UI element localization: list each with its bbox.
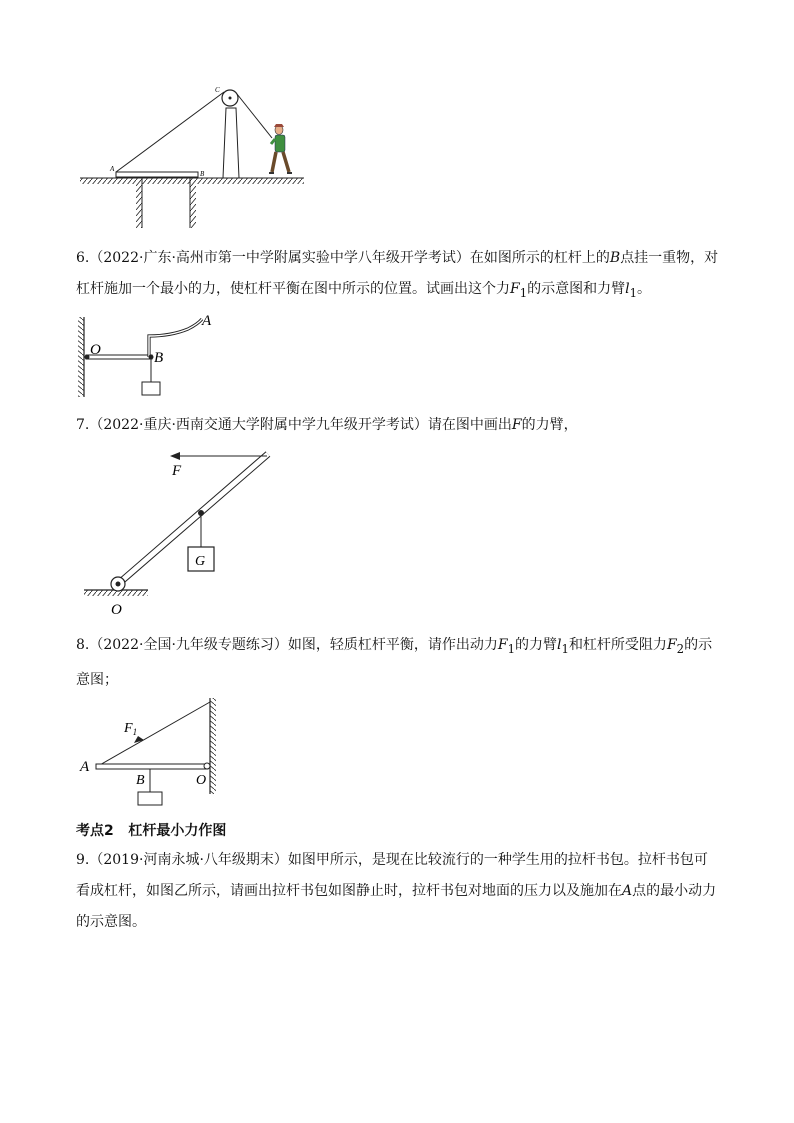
pulley-bridge-figure	[76, 84, 310, 230]
f1-arrowhead	[134, 736, 144, 743]
label-o: O	[111, 602, 122, 618]
label-a: A	[80, 759, 90, 775]
section-title: 杠杆最小力作图	[128, 823, 227, 839]
question-source: （2022·重庆·西南交通大学附属中学九年级开学考试）	[89, 417, 428, 433]
weight-block	[142, 382, 160, 395]
weight-block	[138, 792, 162, 805]
lever-bar	[96, 764, 208, 769]
tower	[223, 108, 239, 178]
label-g: G	[195, 554, 206, 569]
label-f1: $F_1$	[124, 721, 138, 737]
rope-right	[237, 94, 272, 138]
lever-figure-q6	[76, 309, 226, 401]
pivot-o	[204, 763, 210, 769]
question-source: （2022·广东·高州市第一中学附属实验中学八年级开学考试）	[89, 250, 470, 266]
label-c: C	[215, 86, 220, 94]
pivot-o	[85, 355, 90, 360]
label-o: O	[196, 773, 207, 788]
lever-figure-q7	[76, 448, 276, 618]
question-9: 9.（2019·河南永城·八年级期末）如图甲所示，是现在比较流行的一种学生用的拉杆书包。拉杆书包可看成杠杆，如图乙所示，请画出拉杆书包如图静止时，拉杆书包对地面的压力以及施加在A点的最小动力的示意图。	[76, 852, 717, 930]
question-number: 7.	[76, 417, 90, 433]
label-b: B	[154, 350, 164, 366]
bridge-plank	[116, 172, 198, 177]
string	[98, 702, 210, 766]
question-8: 8.（2022·全国·九年级专题练习）如图，轻质杠杆平衡，请作出动力$F_1$的力臂$l_1$和杠杆所受阻力$F_2$的示意图；	[76, 637, 713, 688]
label-o: O	[90, 342, 101, 358]
rope-left	[116, 92, 224, 172]
question-number: 8.	[76, 637, 90, 653]
question-7: 7.（2022·重庆·西南交通大学附属中学九年级开学考试）请在图中画出F的力臂，	[76, 417, 578, 433]
question-number: 9.	[76, 852, 90, 868]
label-b: B	[136, 773, 145, 788]
question-6: 6.（2022·广东·高州市第一中学附属实验中学八年级开学考试）在如图所示的杠杆上的B点挂一重物，对杠杆施加一个最小的力，使杠杆平衡在图中所示的位置。试画出这个力$F_1$的示意图和力臂$l_1$。	[76, 250, 719, 300]
question-source: （2022·全国·九年级专题练习）	[89, 637, 288, 653]
section-label: 考点2	[76, 823, 114, 839]
person-pulling	[269, 124, 292, 173]
question-number: 6.	[76, 250, 90, 266]
label-a: A	[110, 165, 115, 173]
question-source: （2019·河南永城·八年级期末）	[89, 852, 288, 868]
lever-figure-q8	[76, 694, 226, 810]
label-b: B	[200, 170, 205, 178]
label-f: F	[172, 463, 182, 479]
point-b	[149, 355, 154, 360]
section-heading	[76, 820, 226, 840]
label-a: A	[202, 313, 212, 329]
